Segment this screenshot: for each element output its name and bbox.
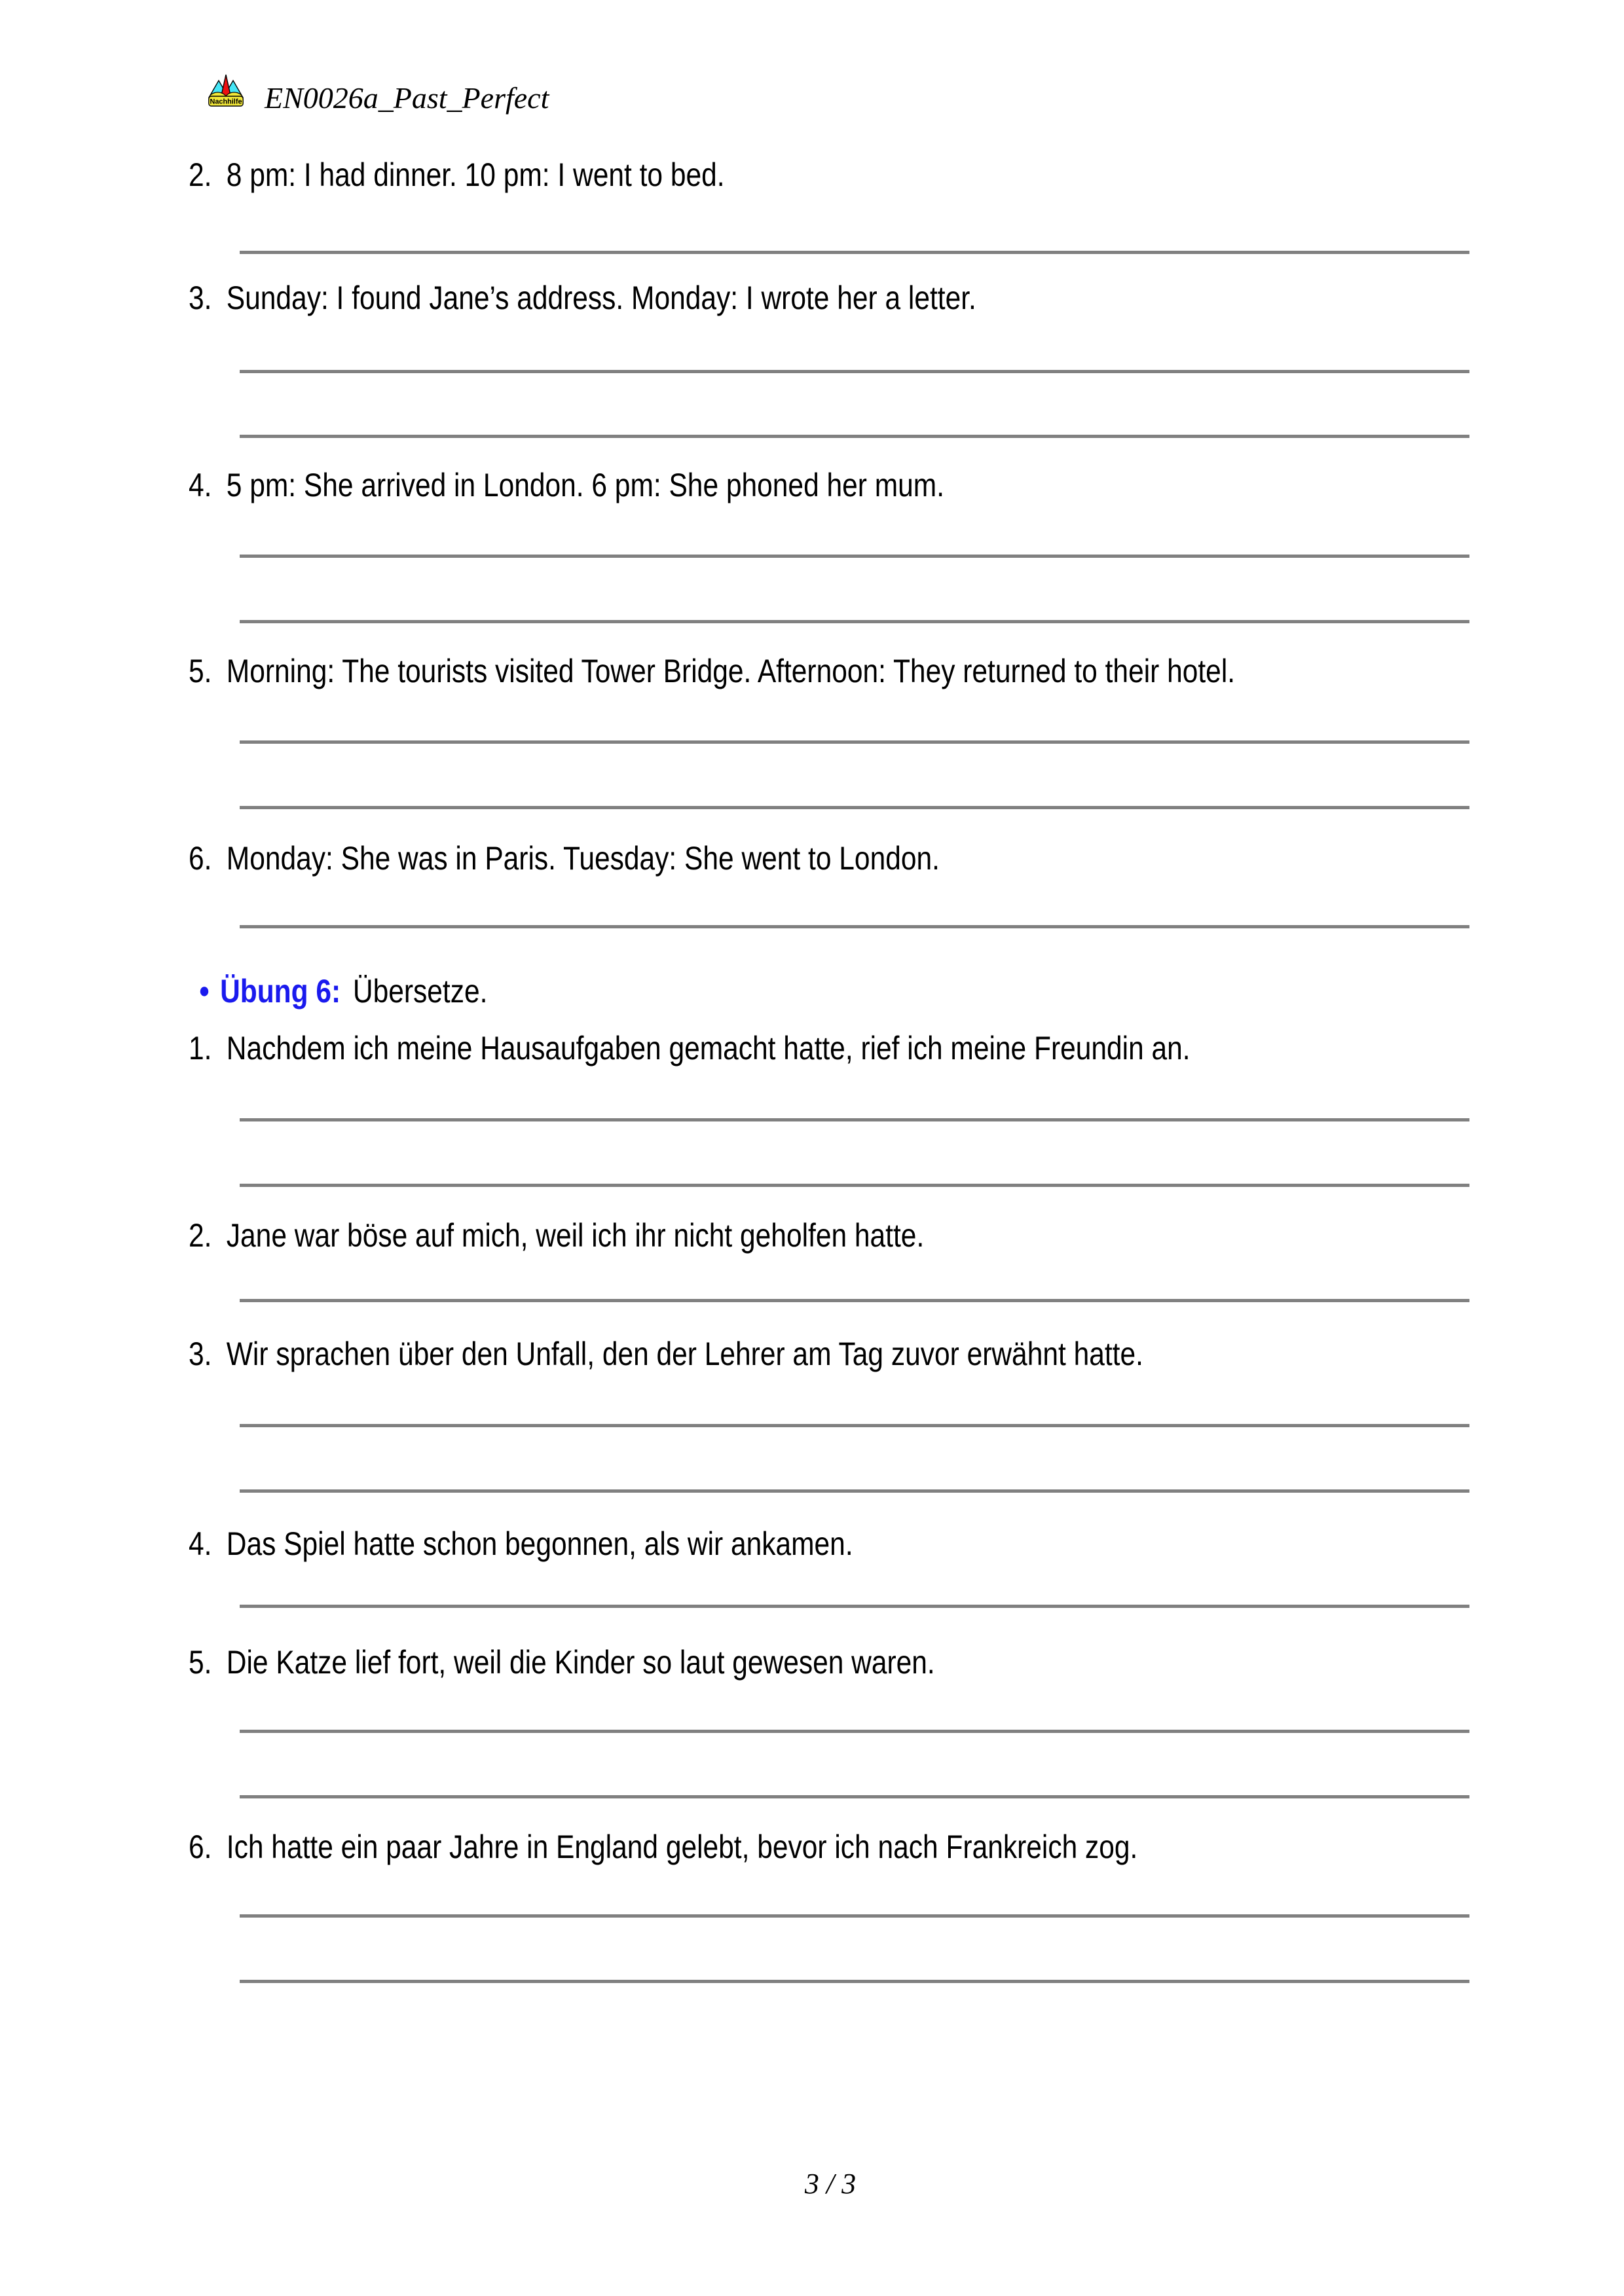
uebung6-item-3 <box>189 1336 1143 1372</box>
answer-line <box>240 555 1469 558</box>
mountain-logo-icon <box>208 73 244 107</box>
nachhilfe-logo <box>208 73 244 107</box>
answer-line <box>240 1489 1469 1493</box>
item-text: Nachdem ich meine Hausaufgaben gemacht hatte, rief ich meine Freundin an. <box>226 1030 1190 1066</box>
uebung6-item-1 <box>189 1030 1190 1066</box>
item-text: Ich hatte ein paar Jahre in England gelebt, bevor ich nach Frankreich zog. <box>226 1829 1138 1865</box>
item-number: 5. <box>189 653 212 689</box>
item-number: 2. <box>189 1217 212 1254</box>
item-number: 5. <box>189 1644 212 1681</box>
item-text: 8 pm: I had dinner. 10 pm: I went to bed. <box>226 156 725 193</box>
answer-line <box>240 370 1469 373</box>
uebung6-item-2 <box>189 1218 924 1253</box>
uebung6-item-6 <box>189 1829 1137 1865</box>
item-number: 2. <box>189 156 212 193</box>
logo-label: Nachhilfe <box>210 98 242 106</box>
answer-line <box>240 806 1469 809</box>
answer-line <box>240 435 1469 438</box>
exercise-item-4 <box>189 467 944 503</box>
item-text: Monday: She was in Paris. Tuesday: She went to London. <box>226 840 940 877</box>
item-number: 3. <box>189 280 212 316</box>
answer-line <box>240 1299 1469 1302</box>
item-text: Sunday: I found Jane’s address. Monday: I wrote her a letter. <box>226 280 976 316</box>
answer-line <box>240 251 1469 254</box>
item-number: 3. <box>189 1336 212 1372</box>
item-number: 1. <box>189 1030 212 1066</box>
exercise-item-6 <box>189 841 940 876</box>
exercise-item-5 <box>189 653 1235 689</box>
item-text: Wir sprachen über den Unfall, den der Lehrer am Tag zuvor erwähnt hatte. <box>226 1336 1143 1372</box>
answer-line <box>240 925 1469 928</box>
uebung6-heading <box>189 973 487 1009</box>
uebung6-item-4 <box>189 1526 853 1561</box>
uebung6-instruction: Übersetze. <box>352 973 488 1010</box>
item-text: Morning: The tourists visited Tower Bridge. Afternoon: They returned to their hotel. <box>226 653 1236 689</box>
answer-line <box>240 740 1469 744</box>
item-text: Die Katze lief fort, weil die Kinder so laut gewesen waren. <box>226 1644 935 1681</box>
page-number: 3 / 3 <box>804 2168 857 2200</box>
item-number: 4. <box>189 467 212 503</box>
answer-line <box>240 1795 1469 1798</box>
answer-line <box>240 1184 1469 1187</box>
answer-line <box>240 1605 1469 1608</box>
item-text: Das Spiel hatte schon begonnen, als wir ankamen. <box>226 1525 853 1562</box>
answer-line <box>240 1730 1469 1733</box>
item-text: Jane war böse auf mich, weil ich ihr nicht geholfen hatte. <box>226 1217 925 1254</box>
uebung6-item-5 <box>189 1645 935 1680</box>
exercise-item-3 <box>189 280 976 316</box>
answer-line <box>240 1118 1469 1121</box>
uebung6-label: Übung 6: <box>220 973 341 1010</box>
document-title: EN0026a_Past_Perfect <box>265 81 549 115</box>
answer-line <box>240 1980 1469 1983</box>
answer-line <box>240 1424 1469 1427</box>
item-number: 4. <box>189 1525 212 1562</box>
answer-line <box>240 620 1469 623</box>
answer-line <box>240 1914 1469 1918</box>
exercise-item-2 <box>189 157 725 192</box>
item-number: 6. <box>189 1829 212 1865</box>
item-number: 6. <box>189 840 212 877</box>
bullet-icon: ● <box>198 978 210 1003</box>
item-text: 5 pm: She arrived in London. 6 pm: She phoned her mum. <box>226 467 945 503</box>
